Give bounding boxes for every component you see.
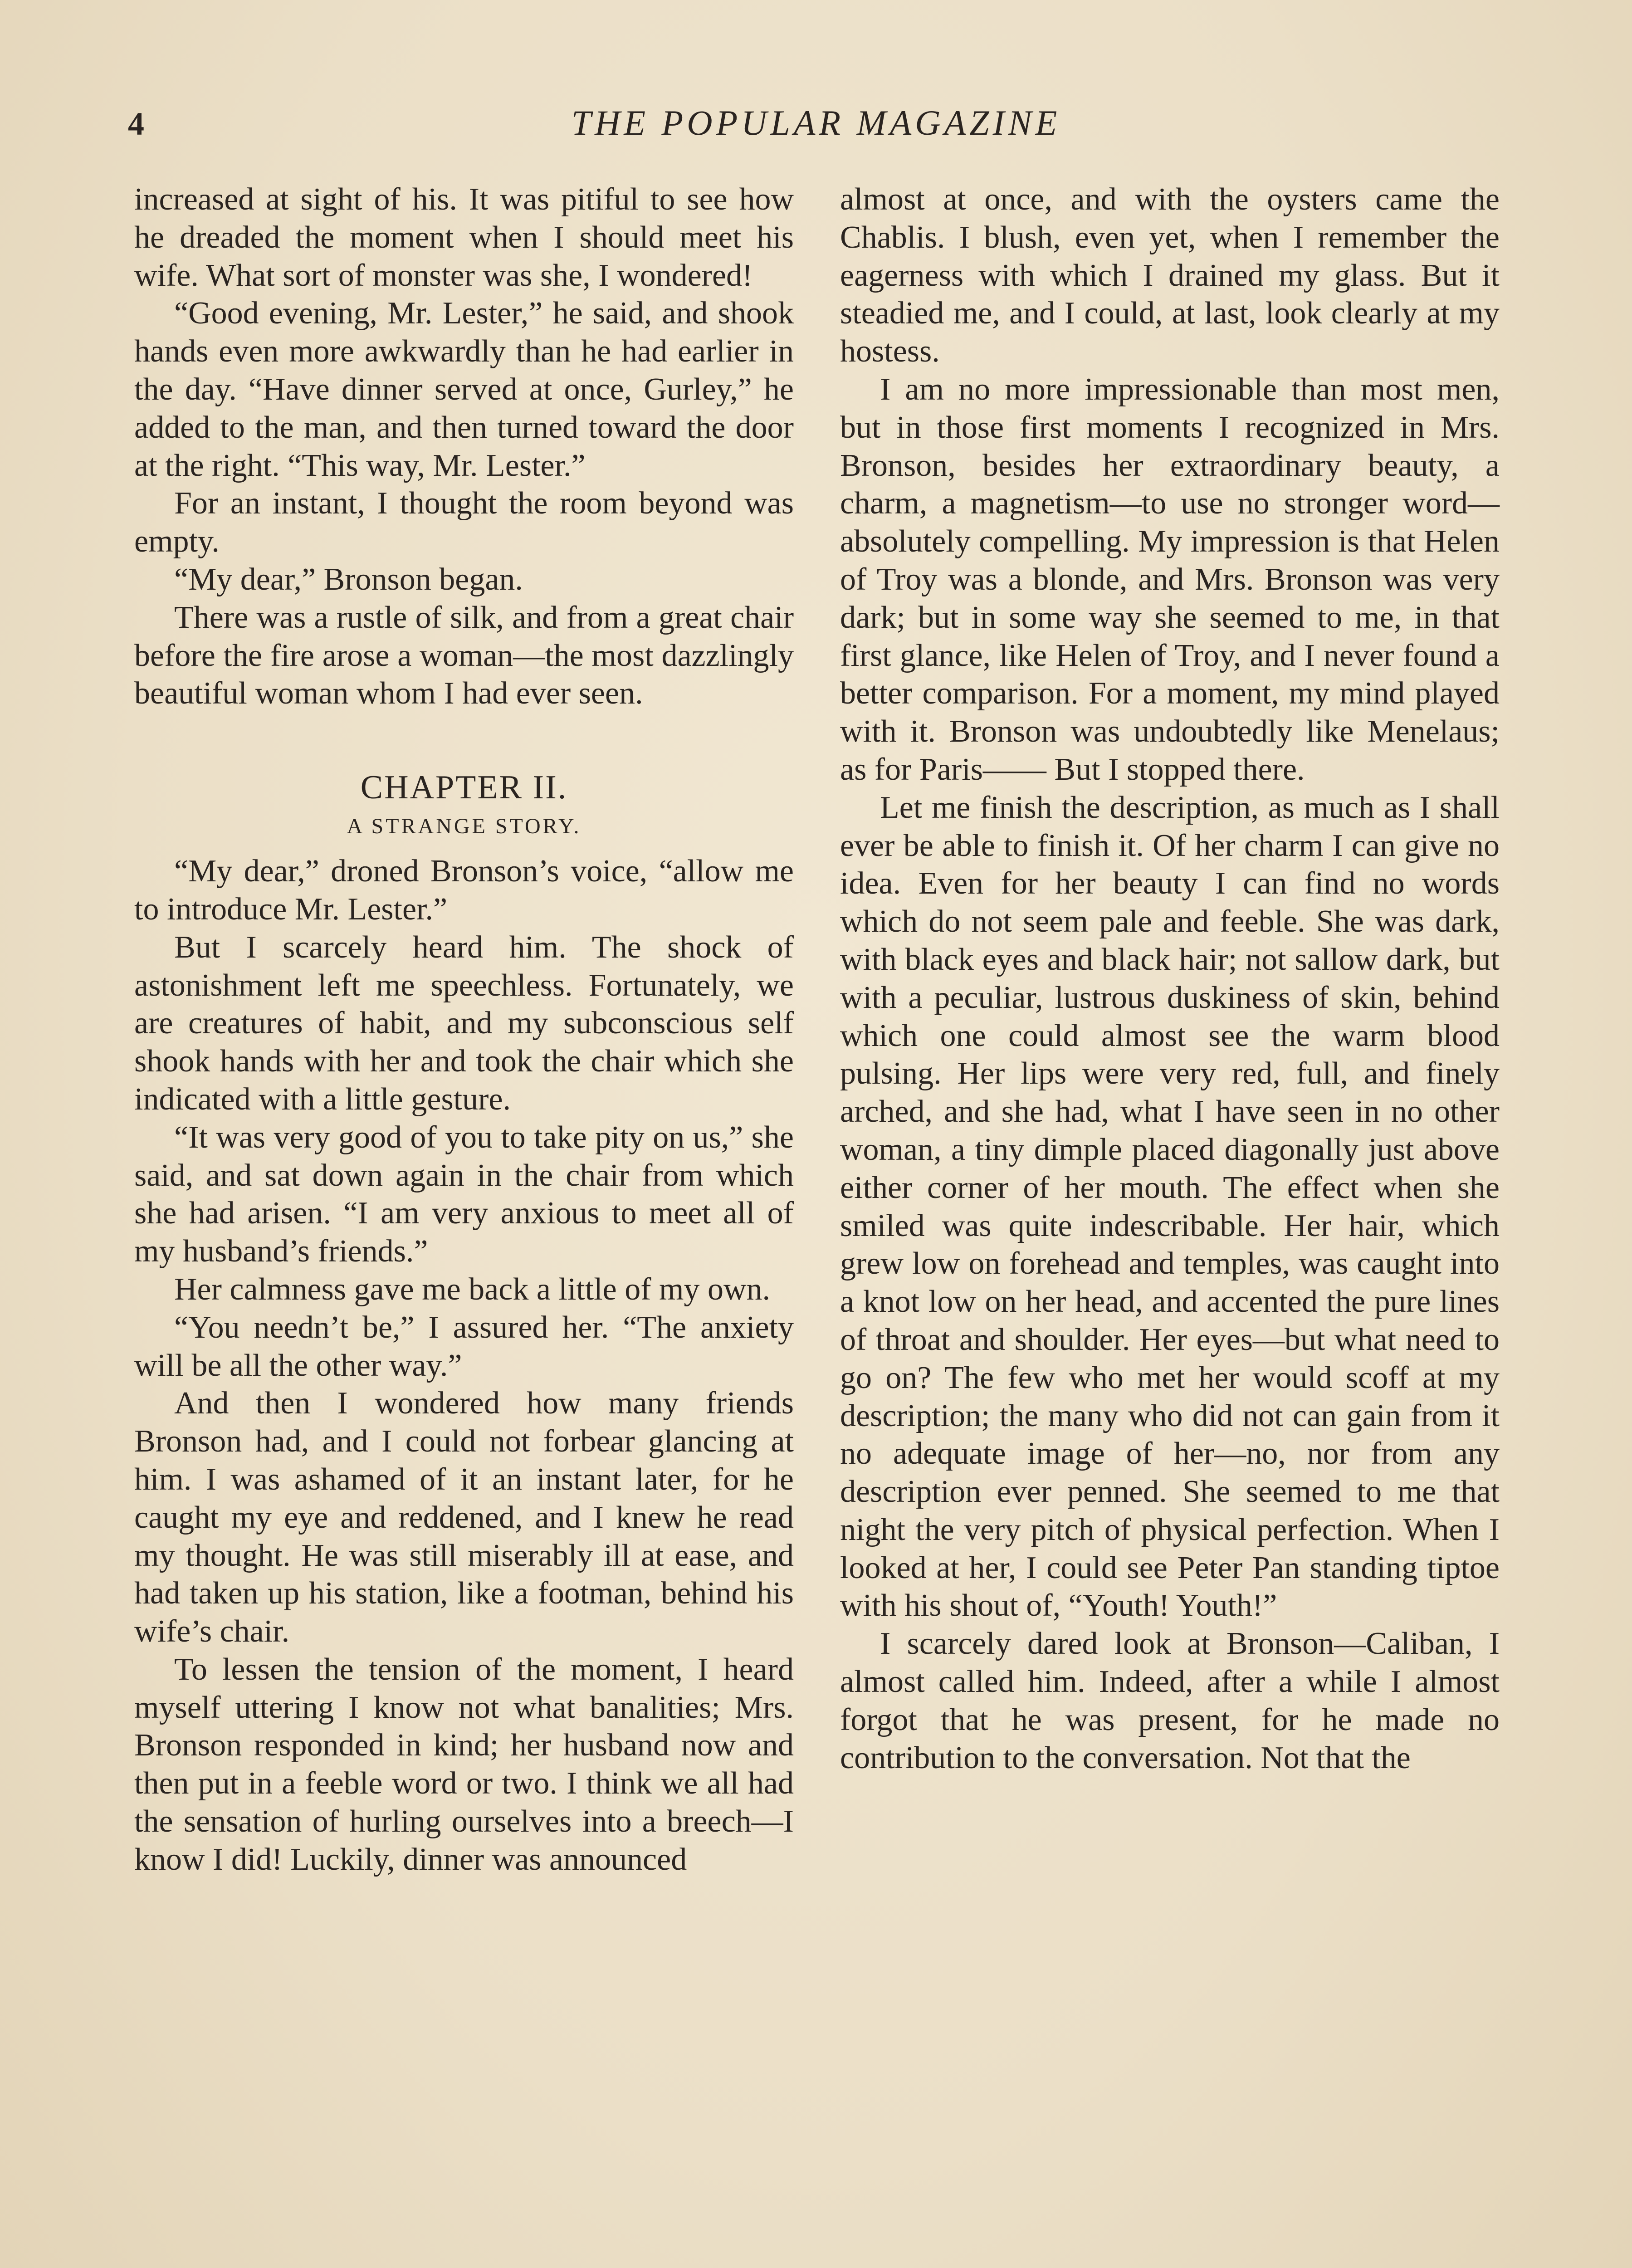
paragraph: “It was very good of you to take pity on us,” she said, and sat down again in the chair from which she had arisen. “I am very anxious to meet all of my husband’s friends.”: [134, 1119, 794, 1269]
paragraph: But I scarcely heard him. The shock of astonishment left me speechless. Fortunately, we are creatures of habit, and my subconscious self shook hands with her and took the chair which she indicated with a little gesture.: [134, 929, 794, 1117]
paragraph: “Good evening, Mr. Lester,” he said, and shook hands even more awkwardly than he had earlier in the day. “Have dinner served at once, Gurley,” he added to the man, and then turned toward the door at the right. “This way, Mr. Lester.”: [134, 296, 794, 483]
right-column: [840, 181, 1500, 2268]
paragraph: For an instant, I thought the room beyond was empty.: [134, 486, 794, 559]
paragraph: “My dear,” droned Bronson’s voice, “allow me to introduce Mr. Lester.”: [134, 854, 794, 927]
page-header: [0, 95, 1632, 154]
paragraph: There was a rustle of silk, and from a great chair before the fire arose a woman—the most dazzlingly beautiful woman whom I had ever seen.: [134, 600, 794, 711]
paragraph: Her calmness gave me back a little of my own.: [174, 1271, 771, 1307]
paragraph: “My dear,” Bronson began.: [174, 562, 523, 597]
chapter-heading: CHAPTER II.: [360, 769, 568, 807]
chapter-subtitle: A STRANGE STORY.: [347, 814, 581, 839]
paragraph: And then I wondered how many friends Bronson had, and I could not forbear glancing at him. I was ashamed of it an instant later, for he caught my eye and reddened, and I knew he read my thought. He was still miserably ill at ease, and had taken up his station, like a footman, behind his wife’s chair.: [134, 1386, 794, 1649]
paragraph: Let me finish the description, as much as I shall ever be able to finish it. Of her charm I can give no idea. Even for her beauty I can find no words which do not seem pale and feeble. She was dark, with black eyes and black hair; not sallow dark, but with a peculiar, lustrous duskiness of skin, behind which one could almost see the warm blood pulsing. Her lips were very red, full, and finely arched, and she had, what I have seen in no other woman, a tiny dimple placed diagonally just above either corner of her mouth. The effect when she smiled was quite indescribable. Her hair, which grew low on forehead and temples, was caught into a knot low on her head, and accented the pure lines of throat and shoulder. Her eyes—but what need to go on? The few who met her would scoff at my description; the many who did not can gain from it no adequate image of her—no, nor from any description ever penned. She seemed to me that night the very pitch of physical perfection. When I looked at her, I could see Peter Pan standing tiptoe with his shout of, “Youth! Youth!”: [840, 790, 1500, 1623]
paragraph: I scarcely dared look at Bronson—Caliban, I almost called him. Indeed, after a while I almost forgot that he was present, for he made no contribution to the conversation. Not that the: [840, 1626, 1500, 1775]
magazine-title: THE POPULAR MAGAZINE: [571, 103, 1061, 142]
paragraph: To lessen the tension of the moment, I heard myself uttering I know not what banalities; Mrs. Bronson responded in kind; her husband now and then put in a feeble word or two. I think we all had the sensation of hurling ourselves into a breech—I know I did! Luckily, dinner was announced: [134, 1652, 794, 1877]
page-number: 4: [128, 106, 144, 142]
paragraph: almost at once, and with the oysters came the Chablis. I blush, even yet, when I remember the eagerness with which I drained my glass. But it steadied me, and I could, at last, look clearly at my hostess.: [840, 182, 1500, 369]
paragraph: “You needn’t be,” I assured her. “The anxiety will be all the other way.”: [134, 1310, 794, 1383]
paragraph: increased at sight of his. It was pitiful to see how he dreaded the moment when I should meet his wife. What sort of monster was she, I wondered!: [134, 182, 794, 293]
paragraph: I am no more impressionable than most men, but in those first moments I recognized in Mrs. Bronson, besides her extraordinary beauty, a charm, a magnetism—to use no stronger word—absolutely compelling. My impression is that Helen of Troy was a blonde, and Mrs. Bronson was very dark; but in some way she seemed to me, in that first glance, like Helen of Troy, and I never found a better comparison. For a moment, my mind played with it. Bronson was undoubtedly like Menelaus; as for Paris—— But I stopped there.: [840, 371, 1500, 787]
left-column: [134, 181, 794, 2268]
